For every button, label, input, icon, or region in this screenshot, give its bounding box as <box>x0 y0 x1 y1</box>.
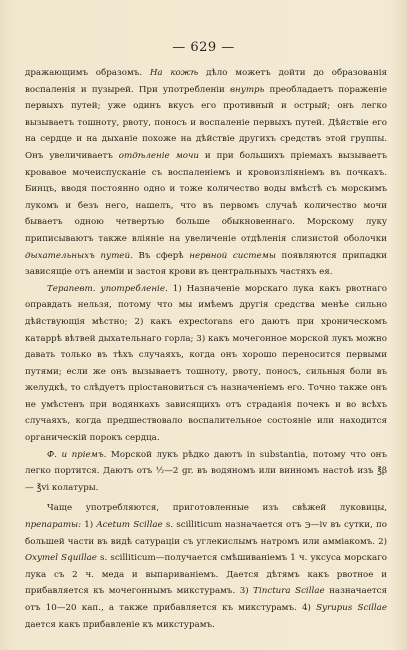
text-run: и при большихъ пріемахъ вызываетъ кровавое мочеиспусканіе съ воспаленіемъ и кровоизліяніемъ въ почкахъ. Бинцъ, вводя постоянно одно и тоже количество воды вмѣстѣ съ морскимъ лукомъ и безъ него, нашелъ, что въ первомъ случаѣ количество мочи бываетъ одною четвертью больше обыкновеннаго. Морскому луку приписываютъ также вліяніе на увеличеніе отдѣленія слизистой оболочки <box>25 150 387 244</box>
italic-text-run: Ф. и пріемъ. <box>47 449 107 460</box>
paragraph-p4 <box>25 500 387 633</box>
paragraph-p1 <box>25 65 387 281</box>
paragraph-p2 <box>25 281 387 447</box>
text-run: дается какъ прибавленіе къ микстурамъ. <box>25 619 215 630</box>
text-run: появляются припадки зависящіе отъ анеміи и застоя крови въ центральныхъ частяхъ ея. <box>25 250 387 278</box>
paragraph-p3 <box>25 447 387 497</box>
italic-text-run: препараты: <box>25 520 82 531</box>
italic-text-run: дыхательныхъ путей <box>25 250 131 261</box>
text-run: . Въ сферѣ <box>130 250 190 261</box>
text-run: s. scilliticum назначается отъ ℈—iv въ сутки, по большей части въ видѣ сатураціи съ углекислымъ натромъ или амміакомъ. 2) <box>25 520 387 547</box>
italic-text-run: На кожѣ <box>149 68 199 78</box>
text-run: назначается отъ 10—20 кап., а также прибавляется къ микстурамъ. 4) <box>25 586 387 613</box>
text-run: дѣло можетъ дойти до образованія воспаленія и пузырей. При употребленіи <box>25 68 388 95</box>
text-run: s. scilliticum—получается смѣшиваніемъ 1 ч. уксуса морскаго лука съ 2 ч. меда и выпариваніемъ. Дается дѣтямъ какъ рвотное и прибавляется къ мочегоннымъ микстурамъ. 3) <box>25 553 387 597</box>
text-run: 1) Назначеніе морскаго лука какъ рвотнаго оправдать нельзя, потому что мы имѣемъ другія средства менѣе сильно дѣйствующія мѣстно; 2) какъ expectorans его даютъ при хроническомъ катаррѣ вѣтвей дыхательнаго горла; 3) какъ мочегонное морской лукъ можно давать только въ тѣхъ случаяхъ, когда онъ хорошо переносится первыми путями; если же онъ вызываетъ тошноту, рвоту, поносъ, сильныя боли въ желудкѣ, то слѣдуетъ пріостановиться съ назначеніемъ его. Точно также онъ не умѣстенъ при водянкахъ зависящихъ отъ страданія почекъ и во всѣхъ случаяхъ, когда предшествовало воспалительное состояніе или находится органическій порокъ сердца. <box>25 283 387 444</box>
text-run: Чаще употребляются, приготовленные изъ свѣжей луковицы, <box>47 503 387 514</box>
italic-text-run: Oxymel Squillae <box>25 553 97 564</box>
italic-text-run: Syrupus Scillae <box>316 603 387 613</box>
italic-text-run: Tinctura Scillae <box>253 586 325 597</box>
text-run: Морской лукъ рѣдко даютъ in substantia, потому что онъ легко портится. Даютъ отъ ½—2 gr. въ водяномъ или винномъ настоѣ изъ ℥β — ℥vi колатуры. <box>25 449 388 493</box>
page-number: — 629 — <box>172 40 235 55</box>
italic-text-run: нервной системы <box>189 250 276 261</box>
text-run: 1) <box>81 520 97 531</box>
text-run: дражающимъ образомъ. <box>25 68 150 78</box>
body-text <box>25 65 387 633</box>
text-run: преобладаетъ пораженіе первыхъ путей; уже одинъ вкусъ его противный и острый; онъ легко вызываетъ тошноту, рвоту, поносъ и воспаленіе первыхъ путей. Дѣйствіе его на сердце и на дыханіе похоже на дѣйствіе другихъ средствъ этой группы. Онъ увеличиваетъ <box>25 84 387 161</box>
italic-text-run: внутрь <box>230 84 265 95</box>
italic-text-run: Терапевт. употребленіе. <box>47 283 168 294</box>
italic-text-run: Acetum Scillae <box>96 520 163 531</box>
italic-text-run: отдѣленіе мочи <box>118 150 200 161</box>
